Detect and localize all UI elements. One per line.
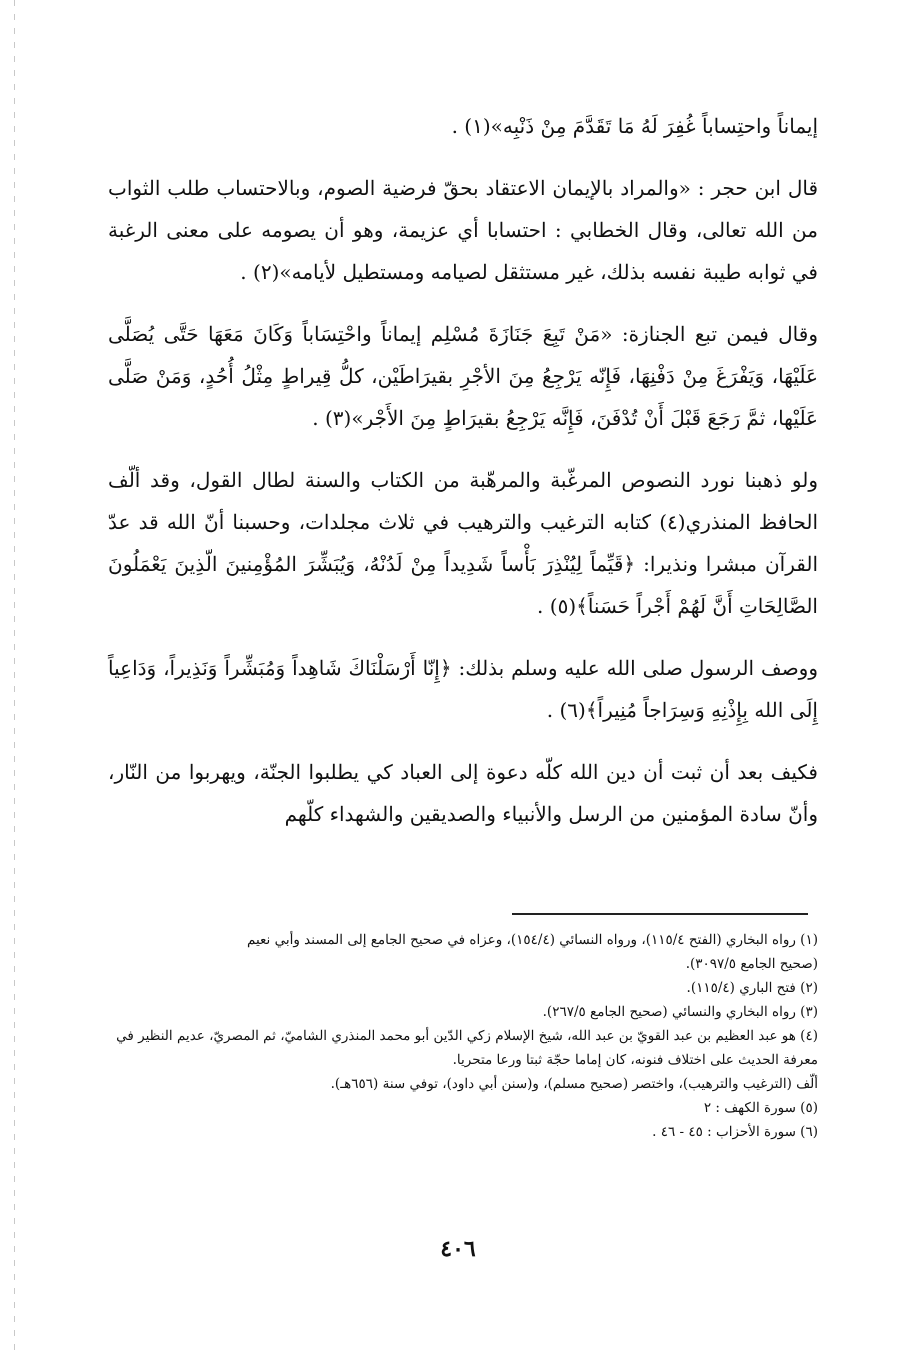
footnote: (صحيح الجامع ٣٠٩٧/٥). [685,956,818,972]
paragraph: وقال فيمن تبع الجنازة: «مَنْ تَبِعَ جَنَازَةَ مُسْلِم إيماناً واحْتِسَاباً وَكَانَ مَعَهَا حَتَّى يُصَلَّى عَلَيْهَا، وَيَفْرَغَ مِنْ دَفْنِهَا، فَإِنّه يَرْجِعُ مِنَ الأجْرِ بقيرَاطَيْن، كلُّ قِيراطٍ مِثْلُ أُحُدٍ، وَمَنْ صَلَّى عَلَيْها، ثمَّ رَجَعَ قَبْلَ أَنْ تُدْفَنَ، فَإِنَّه يَرْجِعُ بقيرَاطٍ مِنَ الأَجْر»(٣) . [108,322,818,430]
footnote: (٤) هو عبد العظيم بن عبد القويّ بن عبد الله، شيخ الإسلام زكي الدّين أبو محمد المنذري الشاميّ، ثم المصريّ، عديم النظير في معرفة الحديث على اختلاف فنونه، كان إماما حجّة ثبتا ورعا متحريا. [116,1028,818,1068]
main-text [108,105,818,855]
paragraph: ووصف الرسول صلى الله عليه وسلم بذلك: ﴿إِنّا أَرْسَلْنَاكَ شَاهِداً وَمُبَشِّراً وَنَذِيراً، وَدَاعِياً إِلَى الله بِإِذْنِهِ وَسِرَاجاً مُنِيراً﴾(٦) . [108,656,818,722]
paragraph: ولو ذهبنا نورد النصوص المرغّبة والمرهّبة من الكتاب والسنة لطال القول، وقد ألّف الحافظ المنذري(٤) كتابه الترغيب والترهيب في ثلاث مجلدات، وحسبنا أنّ الله قد عدّ القرآن مبشرا ونذيرا: ﴿قَيِّماً لِيُنْذِرَ بَأْساً شَدِيداً مِنْ لَدُنْهُ، وَيُبَشِّرَ المُؤْمِنينَ الّذِينَ يَعْمَلُونَ الصَّالِحَاتِ أَنَّ لَهُمْ أَجْراً حَسَناً﴾(٥) . [108,468,818,618]
footnote: (٣) رواه البخاري والنسائي (صحيح الجامع ٢٦٧/٥). [542,1004,818,1020]
footnotes [108,928,818,1144]
paragraph: إيماناً واحتِساباً غُفِرَ لَهُ مَا تَقَدَّمَ مِنْ ذَنْبِه»(١) . [451,114,818,138]
paragraph: فكيف بعد أن ثبت أن دين الله كلّه دعوة إلى العباد كي يطلبوا الجنّة، ويهربوا من النّار، وأنّ سادة المؤمنين من الرسل والأنبياء والصديقين والشهداء كلّهم [108,760,818,826]
page-number: ٤٠٦ [440,1236,476,1262]
footnote-separator [512,913,808,915]
footnote: (٥) سورة الكهف : ٢ [703,1100,818,1116]
scan-edge-line [14,0,15,1355]
footnote: (١) رواه البخاري (الفتح ١١٥/٤)، ورواه النسائي (١٥٤/٤)، وعزاه في صحيح الجامع إلى المسند وأبي نعيم [246,932,818,948]
footnote: (٦) سورة الأحزاب : ٤٥ - ٤٦ . [652,1124,818,1140]
paragraph: قال ابن حجر : «والمراد بالإيمان الاعتقاد بحقّ فرضية الصوم، وبالاحتساب طلب الثواب من الله تعالى، وقال الخطابي : احتسابا أي عزيمة، وهو أن يصومه على معنى الرغبة في ثوابه طيبة نفسه بذلك، غير مستثقل لصيامه ومستطيل لأيامه»(٢) . [108,176,818,284]
footnote: (٢) فتح الباري (١١٥/٤). [686,980,818,996]
footnote: ألّف (الترغيب والترهيب)، واختصر (صحيح مسلم)، و(سنن أبي داود)، توفي سنة (٦٥٦هـ). [330,1076,818,1092]
